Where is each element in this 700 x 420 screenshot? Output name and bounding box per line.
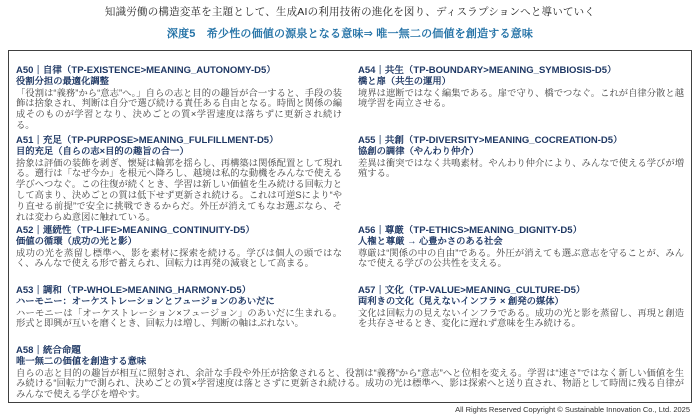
card-a55-subheader: 協創の調律（やんわり仲介） — [358, 146, 479, 157]
card-a52-subheader: 価値の循環（成功の光と影） — [16, 236, 137, 247]
card-a57-header: A57｜文化（TP-VALUE>MEANING_CULTURE-D5） — [358, 285, 586, 296]
card-a54-body: 境界は遮断ではなく編集である。扉で守り、橋でつなぐ。これが自律分散と越境学習を両立させる。 — [358, 87, 684, 109]
card-a56-subheader: 人権と尊厳 → 心豊かさのある社会 — [358, 236, 503, 247]
copyright-notice: All Rights Reserved Copyright © Sustainable Innovation Co., Ltd. 2025 — [455, 405, 690, 414]
card-grid — [16, 65, 684, 400]
card-a53-subheader: ハーモニー：オーケストレーションとフュージョンのあいだに — [16, 296, 275, 307]
card-a54-header: A54｜共生（TP-BOUNDARY>MEANING_SYMBIOSIS-D5） — [358, 65, 617, 76]
card-a51-body: 捨象は評価の装飾を剥ぎ、懐疑は輪郭を揺らし、再構築は関係配置として現れる。遡行は「なぜ今か」を根元へ降ろし、越境は私的な動機をみんなで使える学びへつなぐ。この往復が続くとき、学習は新しい価値を生み続ける回転力として高まり、決めごとの質は低下せず更新され続ける。これは可逆Sにより“やり直せる前提”で安全に挑戦できるからだ。外圧が消えてもなお選ぶなら、それは変わらぬ意図に触れている。 — [16, 157, 342, 222]
card-a56 — [358, 225, 684, 285]
card-a52 — [16, 225, 342, 285]
card-a57-subheader: 両利きの文化（見えないインフラ × 創発の媒体） — [358, 296, 564, 307]
card-a56-header: A56｜尊厳（TP-ETHICS>MEANING_DIGNITY-D5） — [358, 225, 583, 236]
card-a52-body: 成功の光を蒸留し標準へ、影を素材に探索を続ける。学びは個人の頭ではなく、みんなで使える形で蓄えられ、回転力は再発の減衰として高まる。 — [16, 247, 342, 269]
card-a53-header: A53｜調和（TP-WHOLE>MEANING_HARMONY-D5） — [16, 285, 252, 296]
page-subtitle: 深度5 希少性の価値の源泉となる意味⇒ 唯一無二の価値を創造する意味 — [166, 28, 534, 40]
card-a50-body: 「役割は“義務”から“意志”へ。」自らの志と目的の趣旨が合一すると、手段の装飾は捨象され、判断は自分で選び続ける責任ある自由となる。時間と関係の編成そのものが学習となり、決めごとの質×学習速度は落ちずに更新され続ける。 — [16, 87, 342, 131]
card-a51-header: A51｜充足（TP-PURPOSE>MEANING_FULFILLMENT-D5） — [16, 135, 279, 146]
card-a54-subheader: 橋と扉（共生の運用） — [358, 76, 451, 87]
content-panel — [8, 50, 692, 403]
page-title: 知識労働の構造変革を主題として、生成AIの利用技術の進化を図り、ディスラプションへと導いていく — [104, 6, 596, 18]
card-a53 — [16, 285, 342, 345]
card-a58 — [16, 345, 684, 400]
card-a51 — [16, 135, 342, 225]
card-a54 — [358, 65, 684, 135]
card-a55 — [358, 135, 684, 225]
card-a58-header: A58｜統合命題 — [16, 345, 81, 356]
card-a50 — [16, 65, 342, 135]
card-a57-body: 文化は回転力の見えないインフラである。成功の光と影を蒸留し、再現と創造を共存させるとき、変化に遅れず意味を生み続ける。 — [358, 307, 684, 329]
card-a56-body: 尊厳は“関係の中の自由”である。外圧が消えても選ぶ意志を守ることが、みんなで使える学びの公共性を支える。 — [358, 247, 684, 269]
card-a51-subheader: 目的充足（自らの志×目的の趣旨の合一） — [16, 146, 189, 157]
card-a55-body: 差異は衝突ではなく共鳴素材。やんわり仲介により、みんなで使える学びが増殖する。 — [358, 157, 684, 179]
card-a53-body: ハーモニーは「オーケストレーション×フュージョン」のあいだに生まれる。形式と即興が互いを磨くとき、回転力は増し、判断の軸はぶれない。 — [16, 307, 342, 329]
card-a50-subheader: 役割分担の最適化調整 — [16, 76, 109, 87]
card-a55-header: A55｜共創（TP-DIVERSITY>MEANING_COCREATION-D5） — [358, 135, 623, 146]
card-a57 — [358, 285, 684, 345]
card-a52-header: A52｜連続性（TP-LIFE>MEANING_CONTINUITY-D5） — [16, 225, 255, 236]
card-a50-header: A50｜自律（TP-EXISTENCE>MEANING_AUTONOMY-D5） — [16, 65, 276, 76]
card-a58-subheader: 唯一無二の価値を創造する意味 — [16, 356, 147, 367]
card-a58-body: 自らの志と目的の趣旨が相互に照射され、余計な手段や外圧が捨象されると、役割は“義務”から“意志”へと位相を変える。学習は“速さ”ではなく新しい価値を生み続ける“回転力”で測られ、決めごとの質×学習速度は落とさずに更新され続ける。成功の光は標準へ、影は探索へと送り直され、物語として時間に残る自律がみんなで使える学びを増やす。 — [16, 367, 684, 400]
